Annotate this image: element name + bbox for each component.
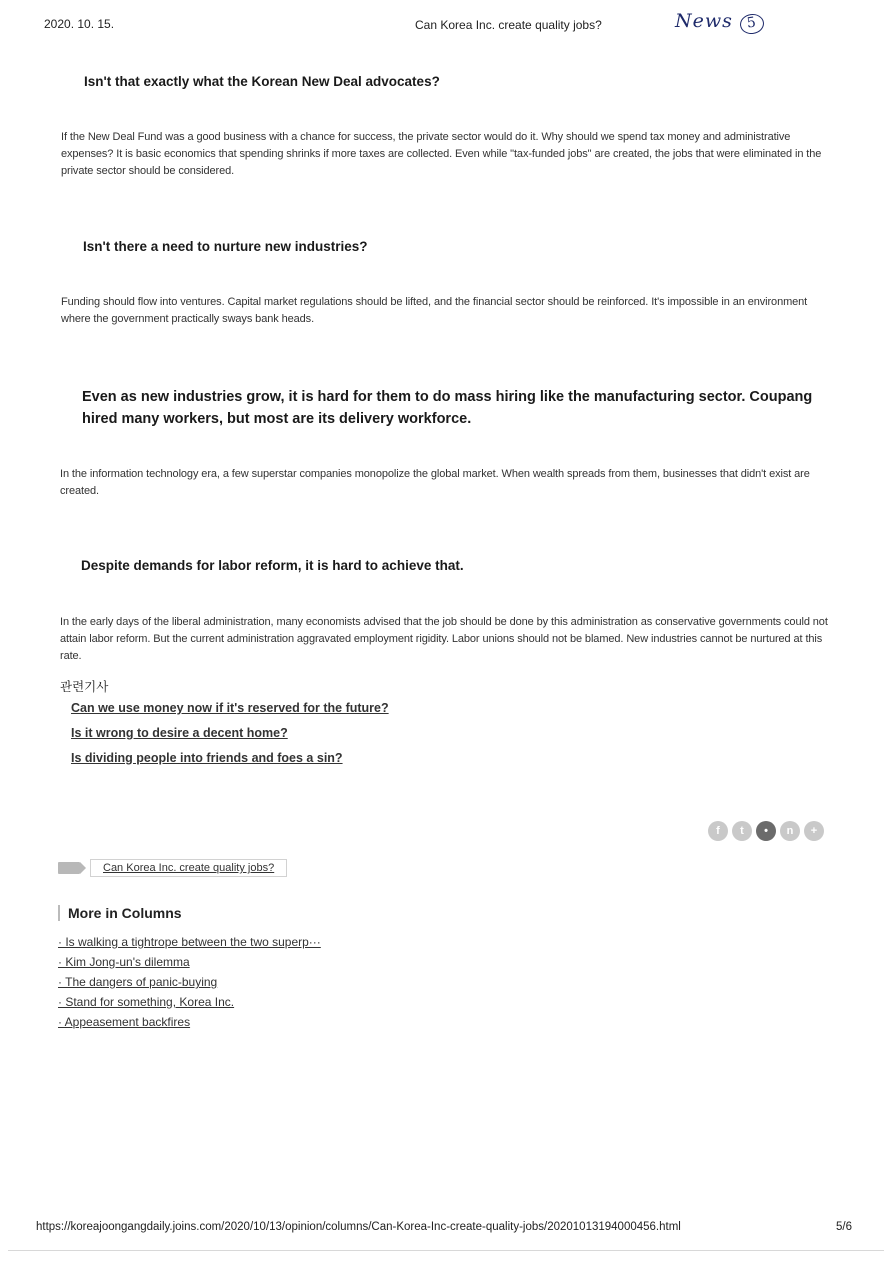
facebook-icon[interactable]: f: [708, 821, 728, 841]
more-in-columns-title: More in Columns: [58, 905, 182, 921]
more-in-columns-list: [58, 932, 321, 1032]
twitter-icon[interactable]: t: [732, 821, 752, 841]
answer-2: Funding should flow into ventures. Capital market regulations should be lifted, and the financial sector should be reinforced. It's impossible in an environment where the government practically sways bank heads.: [61, 296, 808, 325]
article-tag: [58, 859, 287, 877]
question-4: Despite demands for labor reform, it is hard to achieve that.: [81, 558, 464, 573]
column-link-2[interactable]: · Kim Jong-un's dilemma: [58, 955, 190, 969]
column-link-1[interactable]: · Is walking a tightrope between the two superp···: [58, 935, 321, 949]
print-date: 2020. 10. 15.: [44, 17, 115, 31]
naver-icon[interactable]: n: [780, 821, 800, 841]
related-link-1[interactable]: Can we use money now if it's reserved for the future?: [71, 701, 389, 715]
answer-1: If the New Deal Fund was a good business with a chance for success, the private sector would do it. Why should we spend tax money and administrative expenses? It is basic economics that spending shrinks if more taxes are collected. Even while "tax-funded jobs" are created, the jobs that were eliminated in the private sector should be considered.: [61, 131, 822, 177]
bottom-divider: [8, 1250, 884, 1251]
handwritten-number: 5: [739, 12, 766, 35]
tag-box: [90, 859, 287, 877]
question-1: Isn't that exactly what the Korean New Deal advocates?: [84, 74, 440, 89]
more-share-icon[interactable]: +: [804, 821, 824, 841]
related-link-3[interactable]: Is dividing people into friends and foes a sin?: [71, 751, 343, 765]
related-link-2[interactable]: Is it wrong to desire a decent home?: [71, 726, 288, 740]
page-number: 5/6: [836, 1221, 852, 1233]
print-title: Can Korea Inc. create quality jobs?: [415, 18, 602, 32]
page-url: https://koreajoongangdaily.joins.com/2020/10/13/opinion/columns/Can-Korea-Inc-create-quality-jobs/20201013194000456.html: [36, 1221, 681, 1233]
column-link-4[interactable]: · Stand for something, Korea Inc.: [58, 995, 235, 1009]
related-articles-list: [71, 696, 389, 771]
tag-icon: [58, 862, 80, 874]
related-articles-title: 관련기사: [60, 680, 109, 694]
column-link-3[interactable]: · The dangers of panic-buying: [58, 975, 218, 989]
question-3: Even as new industries grow, it is hard for them to do mass hiring like the manufacturing sector. Coupang hired many workers, but most are its delivery workforce.: [82, 389, 813, 427]
answer-4: In the early days of the liberal administration, many economists advised that the job should be done by this administration as conservative governments could not attain labor reform. But the current administration aggravated employment rigidity. Labor unions should not be blamed. New industries cannot be nurtured at this rate.: [60, 616, 828, 662]
column-link-5[interactable]: · Appeasement backfires: [58, 1015, 191, 1029]
share-bar: [708, 821, 824, 841]
question-2: Isn't there a need to nurture new industries?: [83, 239, 368, 254]
tag-link[interactable]: Can Korea Inc. create quality jobs?: [103, 862, 275, 874]
answer-3: In the information technology era, a few superstar companies monopolize the global market. When wealth spreads from them, businesses that didn't exist are created.: [60, 468, 810, 497]
handwritten-note: News 5: [675, 10, 764, 34]
kakao-icon[interactable]: •: [756, 821, 776, 841]
